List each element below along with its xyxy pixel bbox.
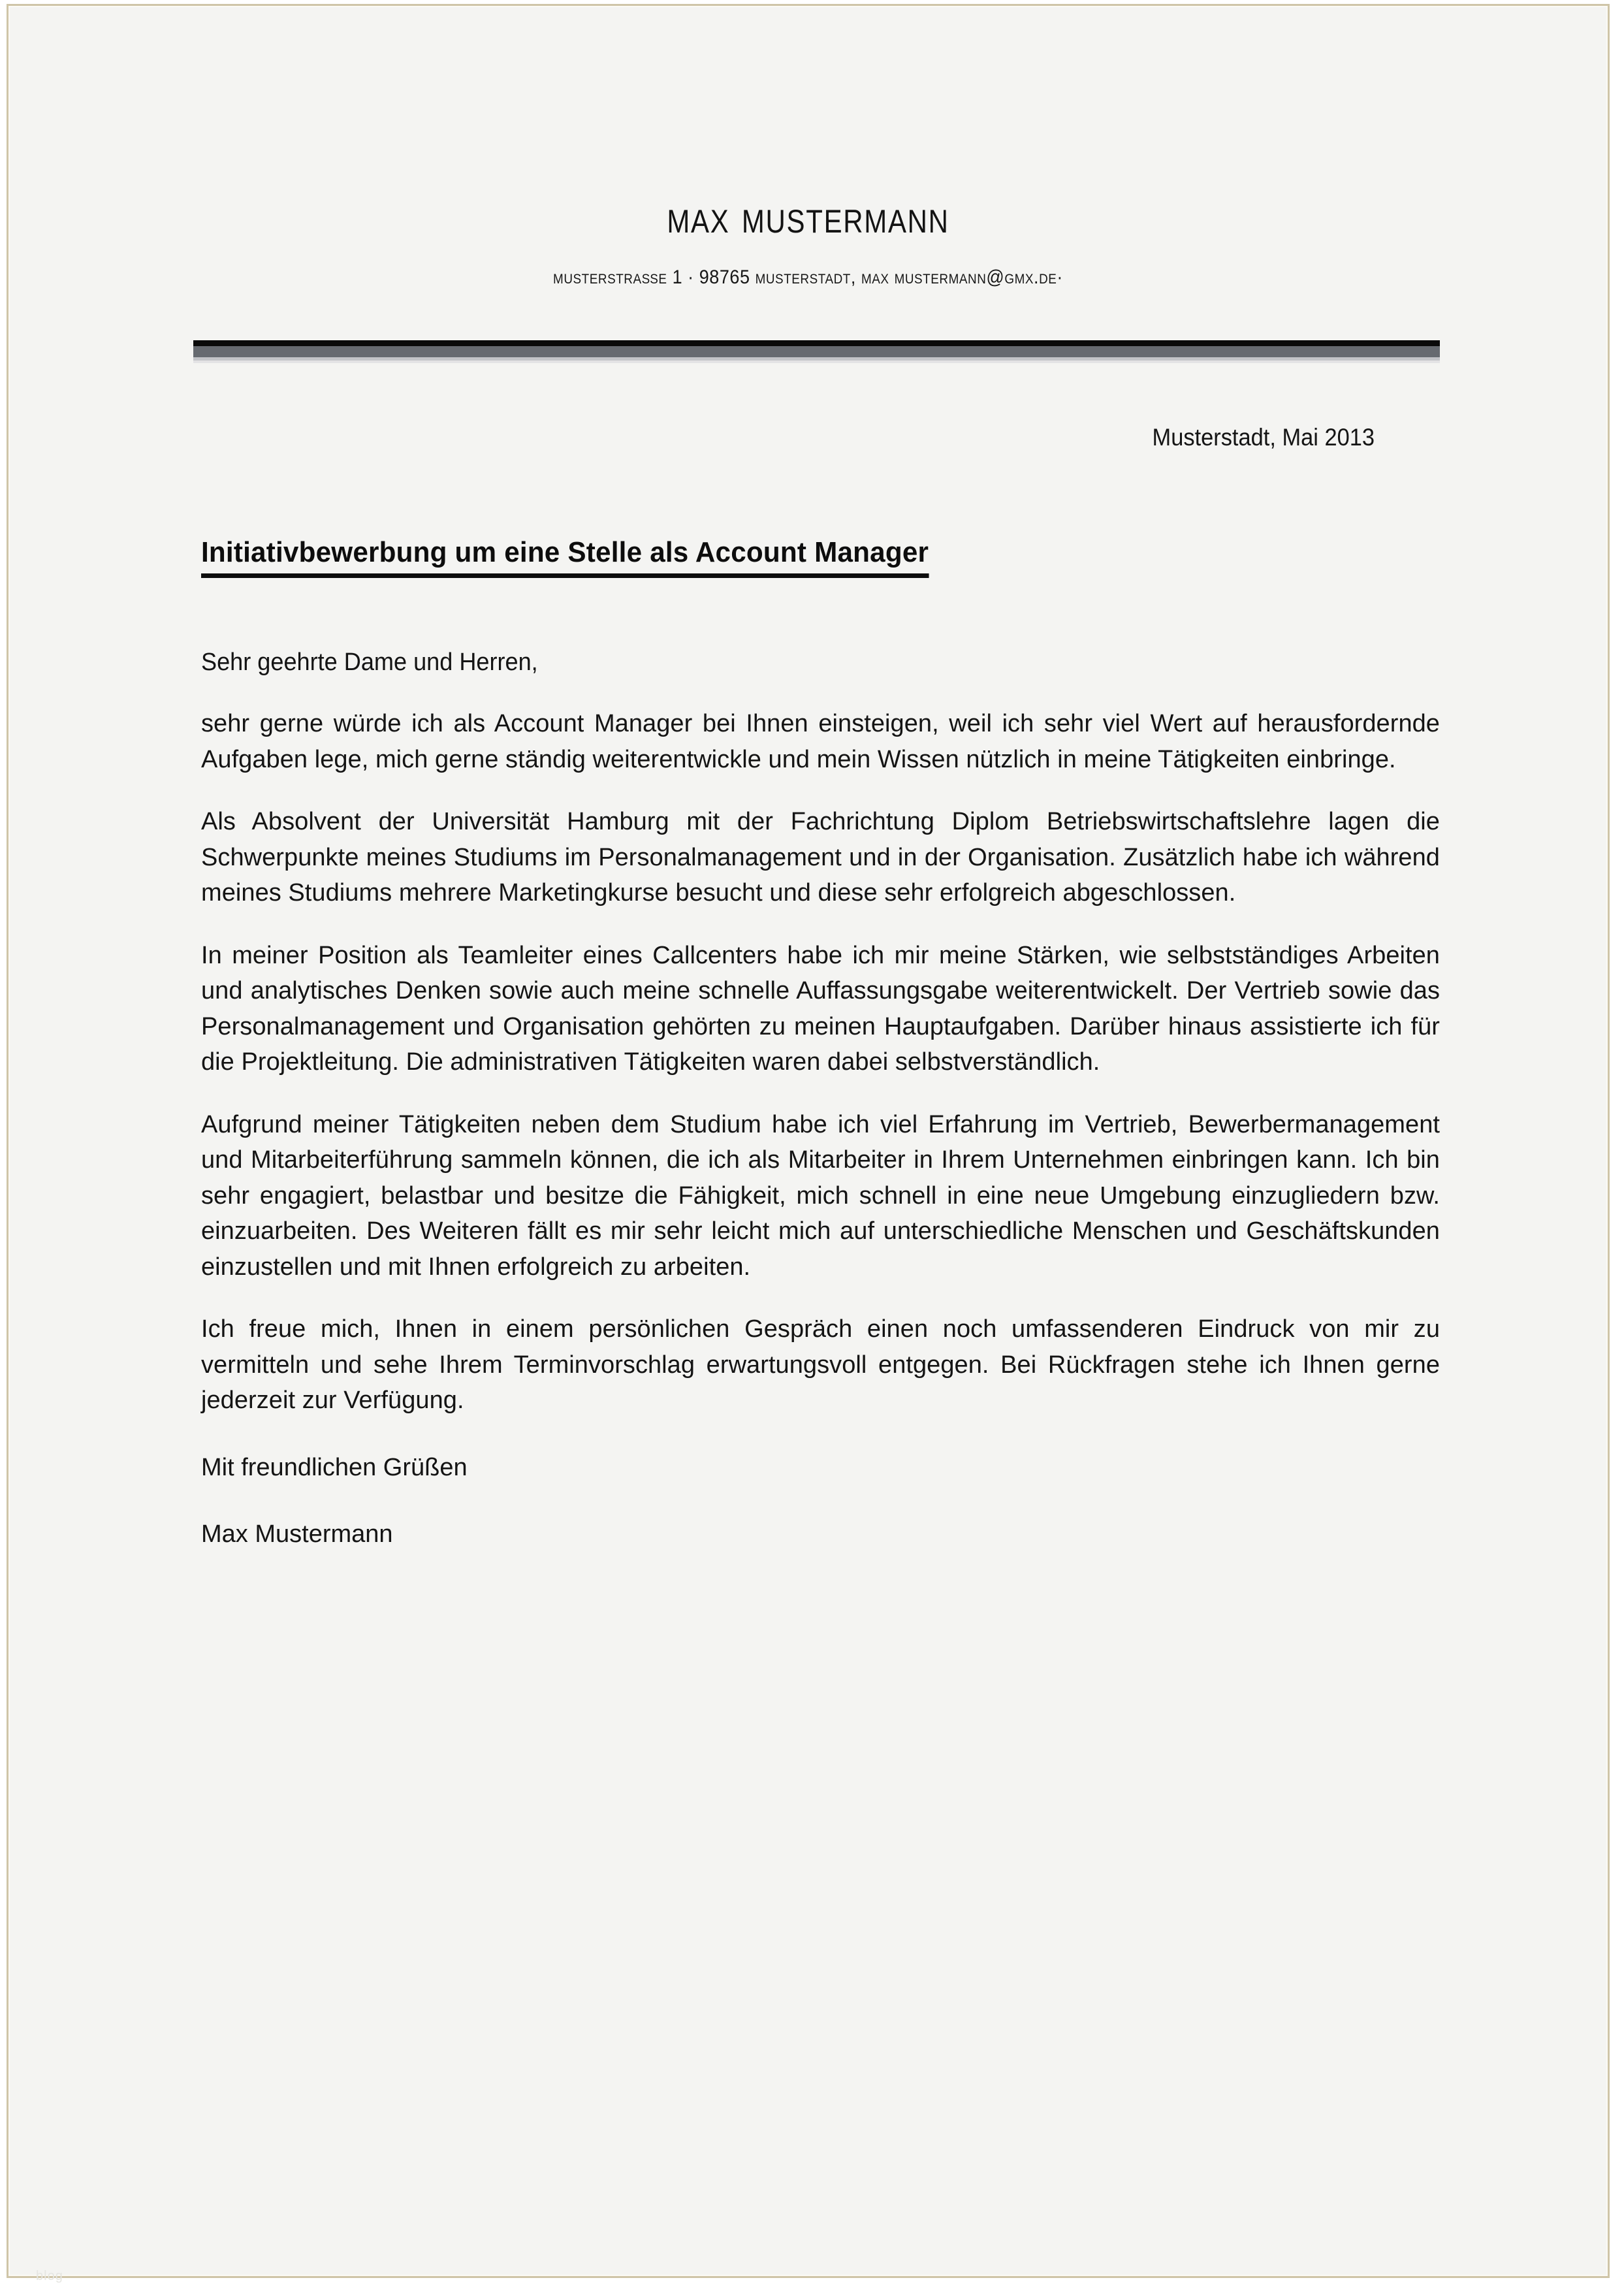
body-paragraph: Ich freue mich, Ihnen in einem persönlichen Gespräch einen noch umfassenderen Eindruck von mir zu vermitteln und sehe Ihrem Terminvorschlag erwartungsvoll entgegen. Bei Rückfragen stehe ich Ihnen gerne jederzeit zur Verfügung.: [201, 1315, 1440, 1414]
body-paragraph: Aufgrund meiner Tätigkeiten neben dem Studium habe ich viel Erfahrung im Vertrieb, Bewerbermanagement und Mitarbeiterführung sammeln können, die ich als Mitarbeiter in Ihrem Unternehmen einbringen kann. Ich bin sehr engagiert, belastbar und besitze die Fähigkeit, mich schnell in eine neue Umgebung einzugliedern bzw. einzuarbeiten. Des Weiteren fällt es mir sehr leicht mich auf unterschiedliche Menschen und Geschäftskunden einzustellen und mit Ihnen erfolgreich zu arbeiten.: [201, 1110, 1440, 1281]
divider-band-gray: [193, 346, 1440, 357]
header-divider: [193, 340, 1440, 363]
subject-line: Initiativbewerbung um eine Stelle als Account Manager: [201, 536, 929, 578]
document-page: [7, 4, 1610, 2283]
letterhead-name: max mustermann: [667, 191, 949, 243]
letterhead: [8, 192, 1608, 289]
body-paragraph: In meiner Position als Teamleiter eines Callcenters habe ich mir meine Stärken, wie selbstständiges Arbeiten und analytisches Denken sowie auch meine schnelle Auffassungsgabe weiterentwickelt. Der Vertrieb sowie das Personalmanagement und Organisation gehörten zu meinen Hauptaufgaben. Darüber hinaus assistierte ich für die Projektleitung. Die administrativen Tätigkeiten waren dabei selbstverständlich.: [201, 941, 1440, 1076]
salutation: Sehr geehrte Dame und Herren,: [201, 649, 538, 676]
divider-band-faint: [193, 361, 1440, 363]
body-paragraph: sehr gerne würde ich als Account Manager bei Ihnen einsteigen, weil ich sehr viel Wert auf herausfordernde Aufgaben lege, mich gerne ständig weiterentwickle und mein Wissen nützlich in meine Tätigkeiten einbringe.: [201, 710, 1440, 773]
page-watermark: blog: [36, 2269, 63, 2283]
signature-name: Max Mustermann: [201, 1520, 393, 1548]
body-paragraph: Als Absolvent der Universität Hamburg mit der Fachrichtung Diplom Betriebswirtschaftslehre lagen die Schwerpunkte meines Studiums im Personalmanagement und in der Organisation. Zusätzlich habe ich während meines Studiums mehrere Marketingkurse besucht und diese sehr erfolgreich abgeschlossen.: [201, 808, 1440, 907]
divider-band-black: [193, 340, 1440, 346]
letterhead-contact-line: musterstraße 1 · 98765 musterstadt, max mustermann@gmx.de·: [553, 266, 1063, 288]
paragraph-list: [201, 706, 1440, 1552]
closing-line: Mit freundlichen Grüßen: [201, 1453, 468, 1481]
date-line: Musterstadt, Mai 2013: [1152, 424, 1375, 451]
